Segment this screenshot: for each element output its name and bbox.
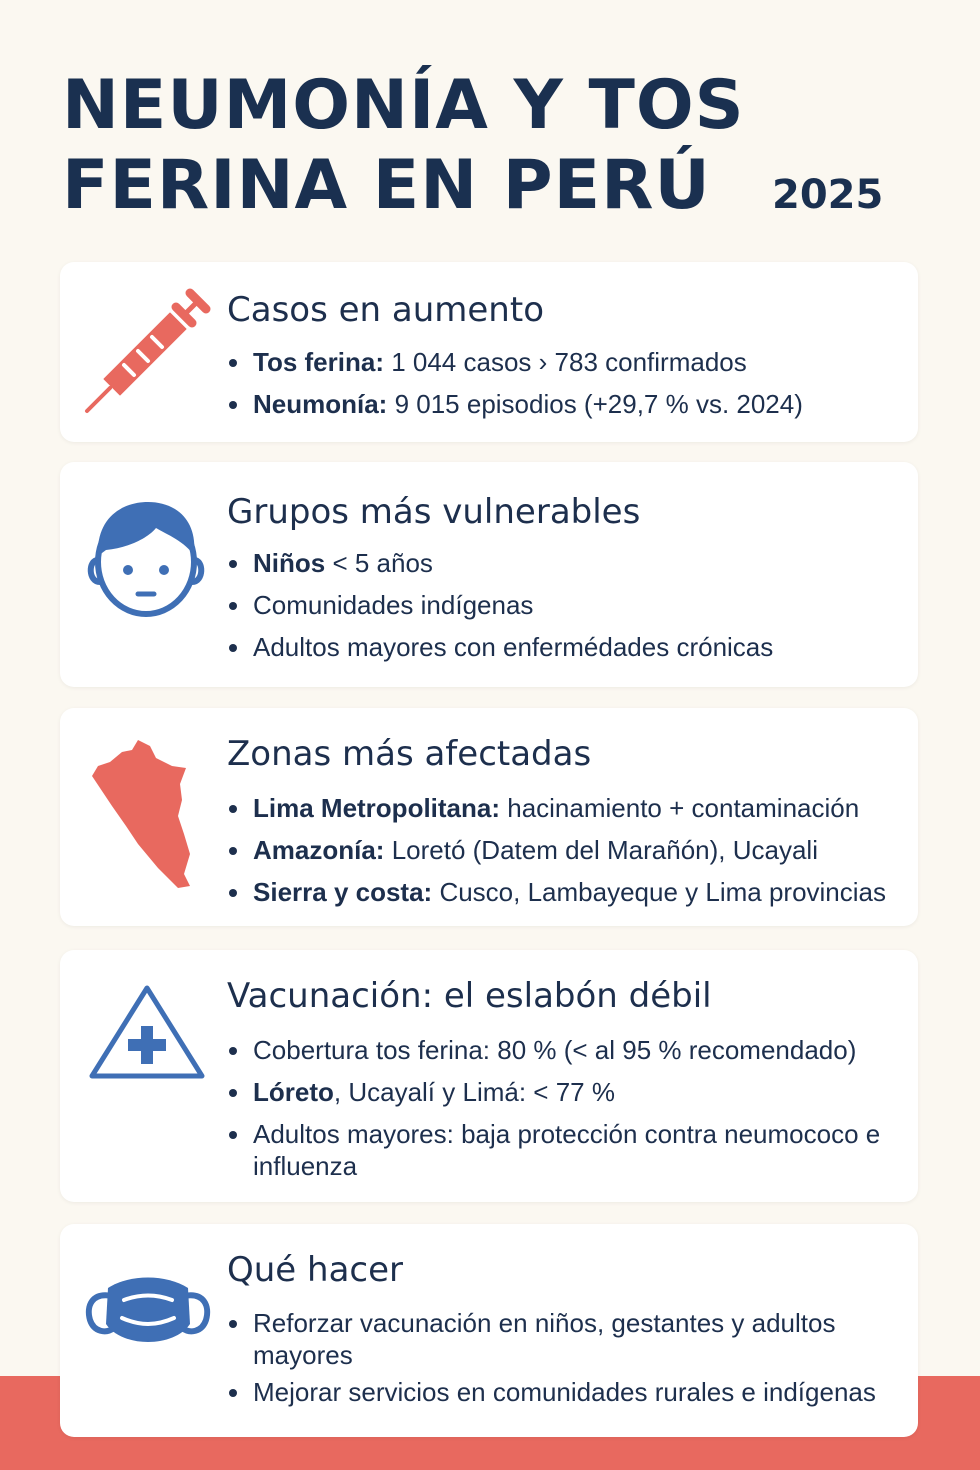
child-face-icon (82, 490, 212, 620)
section-what-to-do (60, 1224, 918, 1437)
list-item: Lima Metropolitana: hacinamiento + contaminación (227, 787, 908, 829)
list-item: Niños < 5 años (227, 542, 908, 584)
face-mask-icon (84, 1262, 212, 1358)
syringe-icon (82, 287, 212, 417)
title-line-2: FERINA EN PERÚ (62, 146, 711, 225)
bullet-list (227, 341, 908, 425)
section-vaccination (60, 950, 918, 1202)
list-item: Cobertura tos ferina: 80 % (< al 95 % recomendado) (227, 1029, 908, 1071)
list-item: Neumonía: 9 015 episodios (+29,7 % vs. 2024) (227, 383, 908, 425)
bullet-list (227, 787, 908, 913)
title-line-1: NEUMONÍA Y TOS (62, 66, 745, 145)
list-item: Amazonía: Loretó (Datem del Marañón), Ucayali (227, 829, 908, 871)
list-item: Reforzar vacunación en niños, gestantes y adultos mayores (227, 1307, 908, 1371)
section-vulnerable-groups (60, 462, 918, 687)
peru-map-icon (86, 736, 196, 896)
year-label: 2025 (772, 172, 884, 218)
section-heading: Qué hacer (227, 1250, 404, 1290)
list-item: Adultos mayores con enfermédades crónicas (227, 626, 908, 668)
warning-triangle-cross-icon (86, 982, 208, 1082)
section-heading: Vacunación: el eslabón débil (227, 976, 712, 1016)
section-heading: Zonas más afectadas (227, 734, 592, 774)
list-item: Tos ferina: 1 044 casos › 783 confirmados (227, 341, 908, 383)
list-item: Lóreto, Ucayalí y Limá: < 77 % (227, 1071, 908, 1113)
bullet-list (227, 1302, 908, 1413)
list-item: Comunidades indígenas (227, 584, 908, 626)
list-item: Sierra y costa: Cusco, Lambayeque y Lima provincias (227, 871, 908, 913)
list-item: Mejorar servicios en comunidades rurales e indígenas (227, 1376, 908, 1408)
list-item: Adultos mayores: baja protección contra neumococo e influenza (227, 1118, 908, 1182)
bullet-list (227, 1029, 908, 1187)
section-affected-zones (60, 708, 918, 926)
bullet-list (227, 542, 908, 668)
section-heading: Casos en aumento (227, 290, 544, 330)
section-heading: Grupos más vulnerables (227, 492, 641, 532)
section-cases-rising (60, 262, 918, 442)
